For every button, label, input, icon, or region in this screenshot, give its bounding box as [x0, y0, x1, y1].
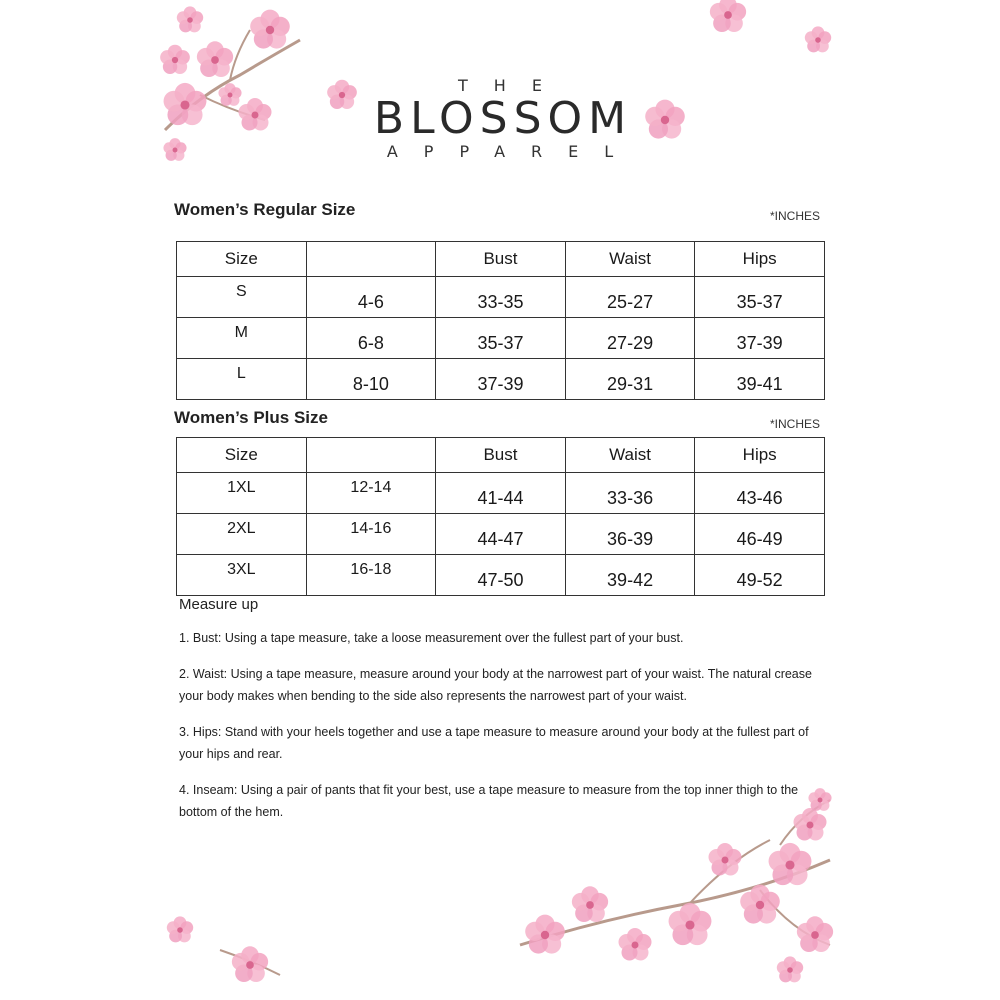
numeric-size-cell: 14-16 [306, 514, 436, 555]
table-header-row [177, 438, 825, 473]
bust-cell: 33-35 [436, 277, 566, 318]
table-row [177, 277, 825, 318]
header-size: Size [177, 242, 307, 277]
numeric-size-cell: 16-18 [306, 555, 436, 596]
waist-cell: 33-36 [565, 473, 695, 514]
instruction-waist: 2. Waist: Using a tape measure, measure around your body at the narrowest part of your waist. The natural crease your body makes when bending to the side also represents the narrowest part of your waist. [179, 667, 812, 703]
instruction-bust: 1. Bust: Using a tape measure, take a loose measurement over the fullest part of your bust. [179, 631, 684, 645]
size-cell: 3XL [177, 555, 307, 596]
header-waist: Waist [565, 242, 695, 277]
waist-cell: 36-39 [565, 514, 695, 555]
header-numeric [306, 438, 436, 473]
measure-instructions [179, 596, 819, 837]
header-bust: Bust [436, 438, 566, 473]
logo-bottom-text: APPAREL [386, 142, 640, 161]
numeric-size-cell: 12-14 [306, 473, 436, 514]
bust-cell: 35-37 [436, 318, 566, 359]
header-numeric [306, 242, 436, 277]
table-row [177, 514, 825, 555]
hips-cell: 49-52 [695, 555, 825, 596]
table-row [177, 555, 825, 596]
table-row [177, 318, 825, 359]
bust-cell: 41-44 [436, 473, 566, 514]
brand-logo [330, 78, 670, 160]
header-size: Size [177, 438, 307, 473]
numeric-size-cell: 6-8 [306, 318, 436, 359]
hips-cell: 43-46 [695, 473, 825, 514]
hips-cell: 35-37 [695, 277, 825, 318]
regular-unit-note: *INCHES [769, 209, 820, 223]
bust-cell: 37-39 [436, 359, 566, 400]
hips-cell: 46-49 [695, 514, 825, 555]
waist-cell: 39-42 [565, 555, 695, 596]
instruction-inseam: 4. Inseam: Using a pair of pants that fit your best, use a tape measure to measure from the top inner thigh to the bottom of the hem. [179, 783, 799, 819]
numeric-size-cell: 8-10 [306, 359, 436, 400]
size-cell: 2XL [177, 514, 307, 555]
measure-title: Measure up [179, 596, 259, 613]
waist-cell: 25-27 [565, 277, 695, 318]
regular-size-table [176, 241, 825, 400]
size-cell: S [177, 277, 307, 318]
plus-size-table [176, 437, 825, 596]
header-hips: Hips [695, 438, 825, 473]
top-left-blossom-branch [160, 6, 300, 160]
size-cell: 1XL [177, 473, 307, 514]
header-bust: Bust [436, 242, 566, 277]
table-row [177, 473, 825, 514]
hips-cell: 37-39 [695, 318, 825, 359]
logo-main-text: BLOSSOM [373, 93, 633, 144]
table-row [177, 359, 825, 400]
plus-size-title: Women’s Plus Size [174, 408, 328, 427]
waist-cell: 27-29 [565, 318, 695, 359]
regular-size-title: Women’s Regular Size [174, 200, 356, 219]
numeric-size-cell: 4-6 [306, 277, 436, 318]
table-header-row [177, 242, 825, 277]
waist-cell: 29-31 [565, 359, 695, 400]
size-cell: L [177, 359, 307, 400]
logo-top-text: THE [458, 76, 568, 95]
header-waist: Waist [565, 438, 695, 473]
bust-cell: 44-47 [436, 514, 566, 555]
instruction-hips: 3. Hips: Stand with your heels together and use a tape measure to measure around your body at the fullest part of your hips and rear. [179, 725, 809, 761]
top-right-blossoms [710, 0, 831, 52]
size-cell: M [177, 318, 307, 359]
bust-cell: 47-50 [436, 555, 566, 596]
bottom-left-blossoms [167, 916, 280, 982]
hips-cell: 39-41 [695, 359, 825, 400]
header-hips: Hips [695, 242, 825, 277]
plus-unit-note: *INCHES [769, 417, 820, 431]
